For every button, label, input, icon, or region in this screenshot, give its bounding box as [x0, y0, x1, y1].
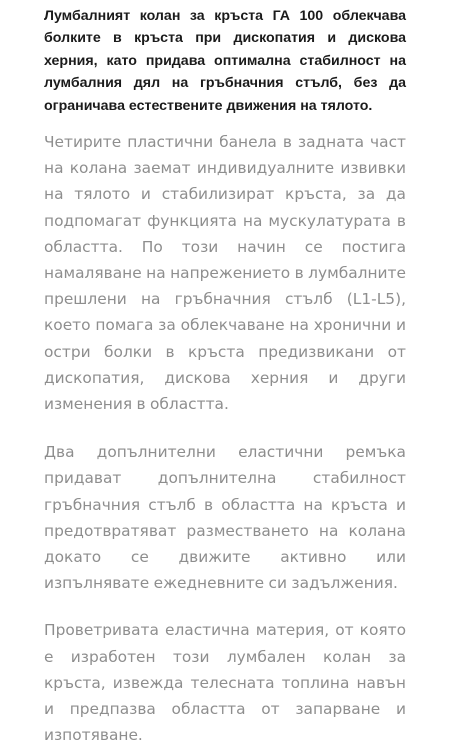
- lead-paragraph: Лумбалният колан за кръста ГА 100 облекчава болките в кръста при дископатия и дискова херния, като придава оптимална стабилност на лумбалния дял на гръбначния стълб, без да ограничава естествените движения на тялото.: [44, 8, 406, 114]
- body-paragraph-straps: Два допълнителни еластични ремъка придават допълнителна стабилност гръбначния стълб в областта на кръста и предотвратяват разместването на колана докато се движите активно или изпълнявате ежедневните си задължения.: [44, 443, 406, 593]
- body-paragraph-material: Проветривата еластична материя, от която е изработен този лумбален колан за кръста, извежда телесната топлина навън и предпазва областта от запарване и изпотяване.: [44, 621, 406, 745]
- body-paragraph-backstays: Четирите пластични банела в задната част на колана заемат индивидуалните извивки на тялото и стабилизират кръста, за да подпомагат функцията на мускулатурата в областта. По този начин се постига намаляване на напрежението в лумбалните прешлени на гръбначния стълб (L1-L5), което помага за облекчаване на хронични и остри болки в кръста предизвикани от дископатия, дискова херния и други изменения в областта.: [44, 133, 406, 414]
